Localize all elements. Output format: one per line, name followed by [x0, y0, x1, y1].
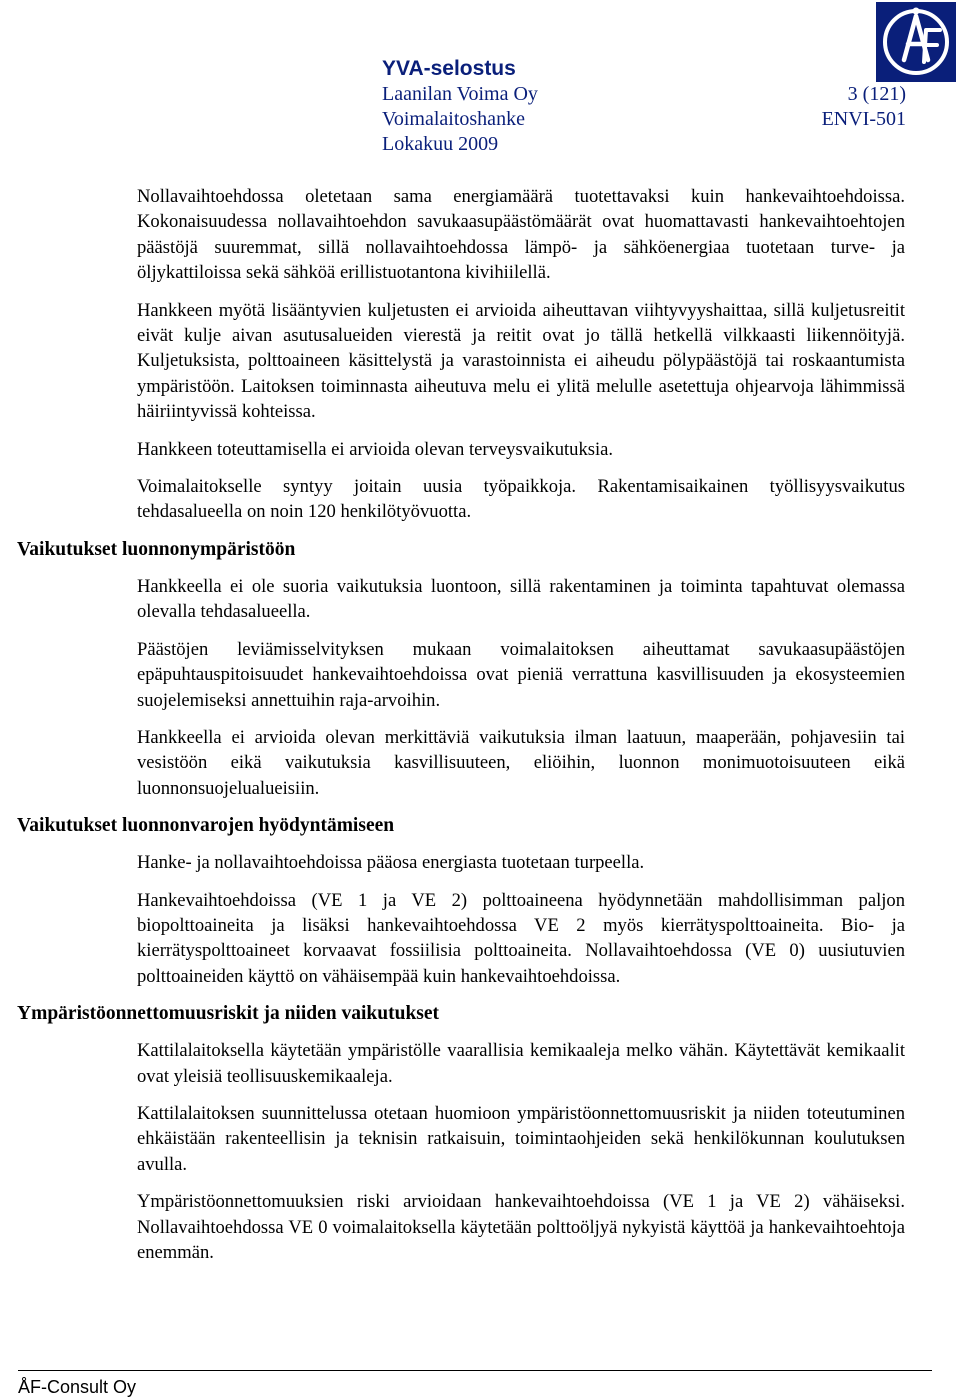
paragraph: Hankkeen myötä lisääntyvien kuljetusten ei arvioida aiheuttavan viihtyvyyshaittaa, sillä kuljetusreitit eivät kulje aivan asutusalueiden vierestä ja reitit ovat jo tällä hetkellä vilkkaasti liikennöityjä. Kuljetuksista, polttoaineen käsittelystä ja varastoinnista ei aiheudu pölypäästöjä tai roskaantumista ympäristöön. Laitoksen toiminnasta aiheutuva melu ei ylitä melulle asetettuja ohjearvoja lähimmissä häiriintyvissä kohteissa.: [137, 299, 905, 423]
paragraph: Päästöjen leviämisselvityksen mukaan voimalaitoksen aiheuttamat savukaasupäästöjen epäpuhtauspitoisuudet hankevaihtoehdoissa ovat pieniä verrattuna kasvillisuuden ja ekosysteemien suojelemiseksi annettuihin raja-arvoihin.: [137, 638, 905, 711]
paragraph: Hankevaihtoehdoissa (VE 1 ja VE 2) polttoaineena hyödynnetään mahdollisimman paljon biopolttoaineita ja lisäksi hankevaihtoehdossa VE 2 myös kierrätyspolttoaineita. Bio- ja kierrätyspolttoaineet korvaavat fossiilisia polttoaineita. Nollavaihtoehdossa (VE 0) uusiutuvien polttoaineiden käyttö on vähäisempää kuin hankevaihtoehdoissa.: [137, 889, 905, 987]
header-row-1: [382, 82, 906, 107]
paragraph: Kattilalaitoksen suunnittelussa otetaan huomioon ympäristöonnettomuusriskit ja niiden toteutuminen ehkäistään rakenteellisin ja teknisin ratkaisuin, toimintaohjeiden sekä henkilökunnan koulutuksen avulla.: [137, 1102, 905, 1175]
paragraph: Nollavaihtoehdossa oletetaan sama energiamäärä tuotettavaksi kuin hankevaihtoehdoissa. Kokonaisuudessa nollavaihtoehdon savukaasupäästömäärät ovat huomattavasti hankevaihtoehtojen päästöjä suuremmat, sillä nollavaihtoehdossa lämpö- ja sähköenergiaa tuotetaan turve- ja öljykattiloissa sekä sähköä erillistuotantona kivihiilellä.: [137, 186, 905, 284]
paragraph: Voimalaitokselle syntyy joitain uusia työpaikkoja. Rakentamisaikainen työllisyysvaikutus tehdasalueella on noin 120 henkilötyövuotta.: [137, 476, 905, 523]
project-name: Voimalaitoshanke: [382, 108, 525, 130]
section-heading-resources: Vaikutukset luonnonvarojen hyödyntämiseen: [17, 815, 395, 837]
paragraph: Kattilalaitoksella käytetään ympäristölle vaarallisia kemikaaleja melko vähän. Käytettävät kemikaalit ovat yleisiä teollisuuskemikaaleja.: [137, 1040, 905, 1087]
header-row-2: [382, 107, 906, 132]
document-date: Lokakuu 2009: [382, 133, 499, 155]
document-header: [382, 56, 906, 157]
paragraph: Hankkeen toteuttamisella ei arvioida olevan terveysvaikutuksia.: [137, 438, 614, 460]
page-number: 3 (121): [847, 83, 906, 105]
footer-divider: [18, 1370, 932, 1371]
document-body: [17, 184, 905, 1277]
paragraph: Ympäristöonnettomuuksien riski arvioidaan hankevaihtoehdoissa (VE 1 ja VE 2) vähäiseksi. Nollavaihtoehdossa VE 0 voimalaitoksella käytetään polttoöljyä nykyistä käyttöä ja hankevaihtoehtoja enemmän.: [137, 1191, 905, 1263]
company-name: Laanilan Voima Oy: [382, 83, 538, 105]
footer-company: ÅF-Consult Oy: [18, 1377, 137, 1397]
af-logo-icon: [876, 2, 956, 82]
document-type-title: YVA-selostus: [382, 57, 516, 80]
header-row-3: [382, 132, 906, 157]
section-heading-nature: Vaikutukset luonnonympäristöön: [17, 538, 296, 560]
paragraph: Hankkeella ei arvioida olevan merkittäviä vaikutuksia ilman laatuun, maaperään, pohjavesiin tai vesistöön eikä vaikutuksia kasvillisuuteen, eliöihin, luonnon monimuotoisuuteen eikä luonnonsuojelualueisiin.: [137, 726, 905, 799]
paragraph: Hankkeella ei ole suoria vaikutuksia luontoon, sillä rakentaminen ja toiminta tapahtuvat olemassa olevalla tehdasalueella.: [137, 575, 905, 623]
section-heading-risks: Ympäristöonnettomuusriskit ja niiden vaikutukset: [17, 1003, 440, 1025]
paragraph: Hanke- ja nollavaihtoehdoissa pääosa energiasta tuotetaan turpeella.: [137, 852, 645, 874]
document-code: ENVI-501: [821, 108, 906, 130]
